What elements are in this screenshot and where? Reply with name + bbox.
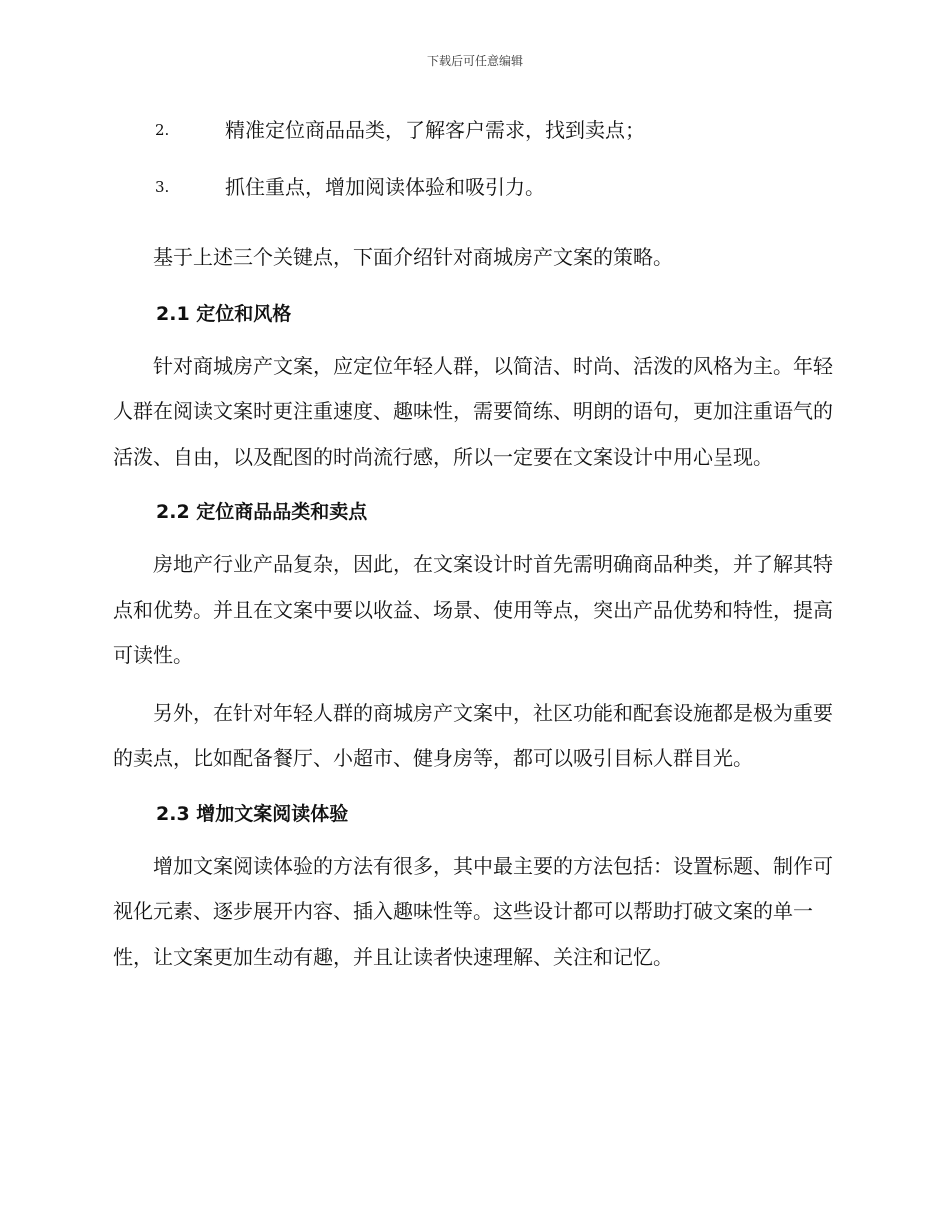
list-number: 2. <box>155 121 170 139</box>
paragraph: 增加文案阅读体验的方法有很多，其中最主要的方法包括：设置标题、制作可视化元素、逐步展开内容、插入趣味性等。这些设计都可以帮助打破文案的单一性，让文案更加生动有趣，并且让读者快速理解、关注和记忆。 <box>113 853 833 969</box>
intro-paragraph: 基于上述三个关键点，下面介绍针对商城房产文案的策略。 <box>153 245 673 269</box>
section-heading-2-3: 2.3 增加文案阅读体验 <box>156 802 349 825</box>
document-body <box>113 110 833 980</box>
list-text: 精准定位商品品类，了解客户需求，找到卖点； <box>225 118 645 142</box>
list-number: 3. <box>155 178 170 196</box>
list-item-3 <box>113 167 833 224</box>
paragraph: 另外，在针对年轻人群的商城房产文案中，社区功能和配套设施都是极为重要的卖点，比如配备餐厅、小超市、健身房等，都可以吸引目标人群目光。 <box>113 700 833 770</box>
paragraph: 针对商城房产文案，应定位年轻人群，以简洁、时尚、活泼的风格为主。年轻人群在阅读文案时更注重速度、趣味性，需要简练、明朗的语句，更加注重语气的活泼、自由，以及配图的时尚流行感，所以一定要在文案设计中用心呈现。 <box>113 353 833 469</box>
paragraph: 房地产行业产品复杂，因此，在文案设计时首先需明确商品种类，并了解其特点和优势。并且在文案中要以收益、场景、使用等点，突出产品优势和特性，提高可读性。 <box>113 552 833 667</box>
page-header: 下载后可任意编辑 <box>426 54 523 68</box>
list-text: 抓住重点，增加阅读体验和吸引力。 <box>225 175 545 199</box>
section-heading-2-1: 2.1 定位和风格 <box>156 302 292 325</box>
section-heading-2-2: 2.2 定位商品品类和卖点 <box>156 501 368 523</box>
list-item-2 <box>113 110 833 167</box>
